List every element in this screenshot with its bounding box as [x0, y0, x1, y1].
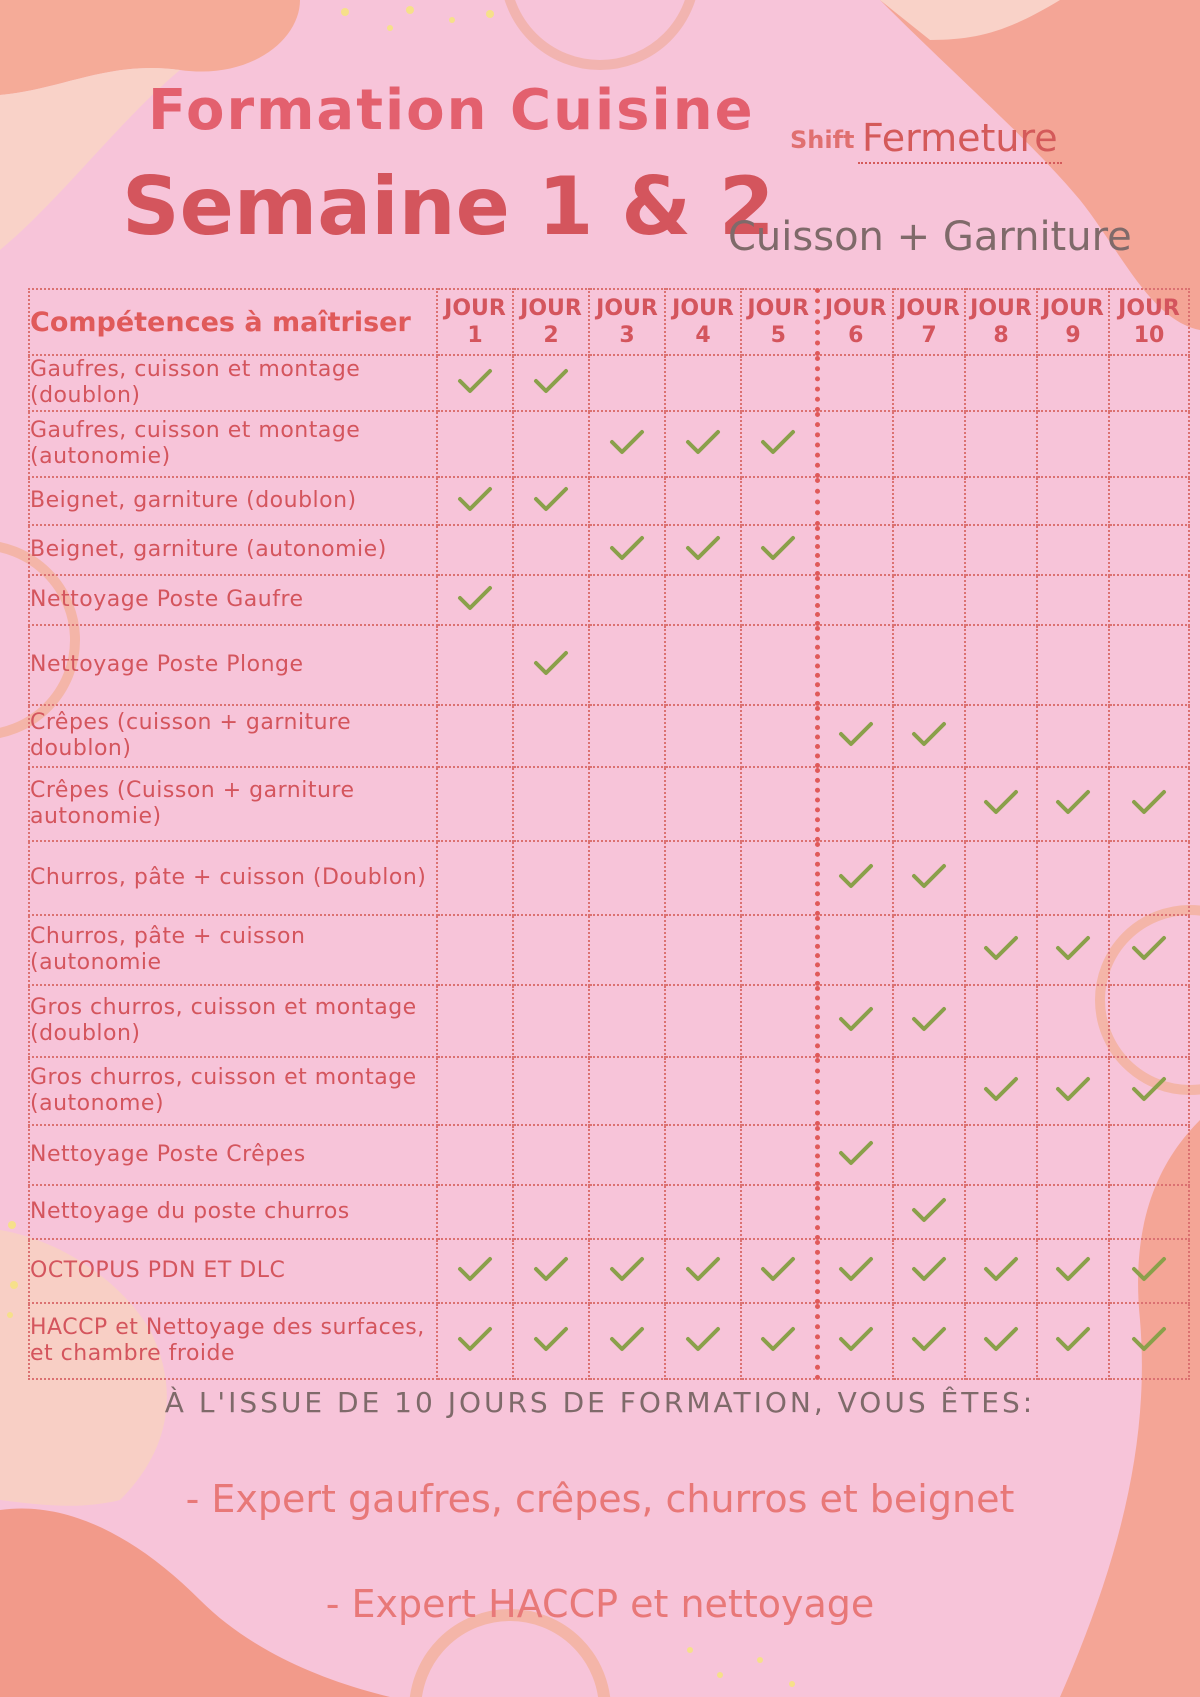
competence-label: Beignet, garniture (doublon) — [29, 477, 437, 525]
day-cell — [665, 525, 741, 575]
checkmark-icon — [1055, 1088, 1091, 1107]
checkmark-icon — [533, 1268, 569, 1287]
day-cell — [817, 1125, 893, 1185]
day-header-2 — [513, 289, 589, 355]
competence-label: Nettoyage du poste churros — [29, 1185, 437, 1239]
day-word: JOUR — [747, 296, 810, 321]
day-cell — [817, 985, 893, 1057]
footer-expert-1: - Expert gaufres, crêpes, churros et beignet — [185, 1477, 1015, 1521]
day-cell — [665, 1185, 741, 1239]
checkmark-icon — [838, 1268, 874, 1287]
checkmark-icon — [685, 1268, 721, 1287]
day-cell — [893, 767, 965, 841]
checkmark-icon — [760, 547, 796, 566]
day-word: JOUR — [444, 296, 506, 321]
day-cell — [437, 841, 513, 915]
day-cell — [665, 411, 741, 477]
checkmark-icon — [685, 1338, 721, 1357]
day-number: 8 — [993, 323, 1009, 348]
table-row — [29, 1303, 1189, 1379]
day-cell — [1037, 575, 1109, 625]
day-cell — [589, 1125, 665, 1185]
table-row — [29, 841, 1189, 915]
day-cell — [589, 355, 665, 411]
table-row — [29, 355, 1189, 411]
day-cell — [1037, 705, 1109, 767]
day-cell — [665, 625, 741, 705]
checkmark-icon — [457, 498, 493, 517]
day-cell — [965, 1185, 1037, 1239]
day-cell — [741, 411, 817, 477]
day-cell — [893, 411, 965, 477]
day-cell — [965, 525, 1037, 575]
day-cell — [437, 1185, 513, 1239]
day-cell — [589, 1185, 665, 1239]
day-cell — [965, 411, 1037, 477]
checkmark-icon — [760, 1338, 796, 1357]
day-number: 3 — [619, 323, 635, 348]
day-cell — [437, 1125, 513, 1185]
day-cell — [741, 625, 817, 705]
day-cell — [665, 477, 741, 525]
checkmark-icon — [983, 1268, 1019, 1287]
table-row — [29, 625, 1189, 705]
checkmark-icon — [760, 1268, 796, 1287]
day-cell — [741, 705, 817, 767]
day-cell — [1037, 625, 1109, 705]
checkmark-icon — [1131, 947, 1167, 966]
day-cell — [817, 625, 893, 705]
day-cell — [893, 1125, 965, 1185]
day-cell — [741, 1239, 817, 1303]
table-row — [29, 1125, 1189, 1185]
competence-label: Nettoyage Poste Plonge — [29, 625, 437, 705]
day-cell — [817, 767, 893, 841]
table-row — [29, 1185, 1189, 1239]
day-word: JOUR — [672, 296, 734, 321]
day-cell — [513, 575, 589, 625]
day-cell — [965, 1125, 1037, 1185]
checkmark-icon — [983, 1088, 1019, 1107]
day-cell — [965, 1057, 1037, 1125]
day-cell — [741, 915, 817, 985]
day-cell — [741, 1303, 817, 1379]
day-cell — [1037, 1239, 1109, 1303]
day-cell — [1037, 1303, 1109, 1379]
shift-label: Shift — [790, 126, 855, 154]
day-cell — [741, 1125, 817, 1185]
day-cell — [1109, 1239, 1189, 1303]
day-cell — [1109, 841, 1189, 915]
day-cell — [741, 575, 817, 625]
checkmark-icon — [838, 733, 874, 752]
checkmark-icon — [685, 547, 721, 566]
checkmark-icon — [838, 1018, 874, 1037]
day-cell — [437, 525, 513, 575]
day-cell — [589, 575, 665, 625]
day-cell — [1109, 915, 1189, 985]
day-header-7 — [893, 289, 965, 355]
day-cell — [893, 625, 965, 705]
day-number: 1 — [467, 323, 483, 348]
day-cell — [741, 355, 817, 411]
day-cell — [893, 915, 965, 985]
day-cell — [817, 1185, 893, 1239]
checkmark-icon — [911, 1268, 947, 1287]
day-cell — [665, 841, 741, 915]
day-cell — [589, 1303, 665, 1379]
day-word: JOUR — [1118, 296, 1180, 321]
day-cell — [1109, 985, 1189, 1057]
day-cell — [1037, 1125, 1109, 1185]
day-cell — [437, 355, 513, 411]
competence-label: Beignet, garniture (autonomie) — [29, 525, 437, 575]
day-cell — [1037, 1057, 1109, 1125]
table-row — [29, 525, 1189, 575]
checkmark-icon — [457, 597, 493, 616]
day-cell — [893, 705, 965, 767]
table-row — [29, 477, 1189, 525]
day-cell — [1037, 355, 1109, 411]
day-cell — [1037, 985, 1109, 1057]
table-row — [29, 915, 1189, 985]
day-cell — [893, 1239, 965, 1303]
day-cell — [893, 477, 965, 525]
day-number: 6 — [848, 323, 864, 348]
checkmark-icon — [457, 380, 493, 399]
day-header-10 — [1109, 289, 1189, 355]
checkmark-icon — [911, 875, 947, 894]
day-cell — [893, 525, 965, 575]
day-number: 4 — [695, 323, 711, 348]
day-cell — [817, 915, 893, 985]
day-cell — [1037, 767, 1109, 841]
checkmark-icon — [983, 1338, 1019, 1357]
checkmark-icon — [609, 441, 645, 460]
day-cell — [589, 705, 665, 767]
day-cell — [665, 915, 741, 985]
day-cell — [965, 915, 1037, 985]
competence-label: HACCP et Nettoyage des surfaces, et chambre froide — [29, 1303, 437, 1379]
checkmark-icon — [1131, 1088, 1167, 1107]
day-cell — [893, 1185, 965, 1239]
day-word: JOUR — [898, 296, 960, 321]
table-row — [29, 767, 1189, 841]
day-cell — [437, 575, 513, 625]
day-cell — [437, 625, 513, 705]
day-cell — [1109, 1057, 1189, 1125]
day-cell — [1037, 477, 1109, 525]
day-word: JOUR — [970, 296, 1032, 321]
day-cell — [589, 985, 665, 1057]
day-cell — [665, 1239, 741, 1303]
day-cell — [589, 1057, 665, 1125]
table-row — [29, 705, 1189, 767]
checkmark-icon — [609, 1268, 645, 1287]
day-cell — [1037, 915, 1109, 985]
checkmark-icon — [838, 1152, 874, 1171]
day-cell — [893, 1303, 965, 1379]
table-row — [29, 411, 1189, 477]
competence-label: Nettoyage Poste Gaufre — [29, 575, 437, 625]
checkmark-icon — [1055, 801, 1091, 820]
checkmark-icon — [457, 1268, 493, 1287]
title-formation: Formation Cuisine — [148, 78, 755, 143]
day-cell — [513, 1239, 589, 1303]
day-header-5 — [741, 289, 817, 355]
checkmark-icon — [533, 662, 569, 681]
day-cell — [665, 1125, 741, 1185]
footer-intro: À L'ISSUE DE 10 JOURS DE FORMATION, VOUS ÊTES: — [164, 1386, 1036, 1419]
day-cell — [665, 355, 741, 411]
checkmark-icon — [838, 875, 874, 894]
competence-label: Gros churros, cuisson et montage (doublon) — [29, 985, 437, 1057]
day-cell — [1037, 1185, 1109, 1239]
day-cell — [513, 705, 589, 767]
competence-table — [28, 288, 1190, 1380]
checkmark-icon — [760, 441, 796, 460]
footer-expert-2: - Expert HACCP et nettoyage — [325, 1582, 875, 1626]
checkmark-icon — [533, 380, 569, 399]
day-header-1 — [437, 289, 513, 355]
day-cell — [589, 625, 665, 705]
day-word: JOUR — [520, 296, 582, 321]
day-cell — [965, 355, 1037, 411]
day-cell — [817, 1239, 893, 1303]
checkmark-icon — [838, 1338, 874, 1357]
day-cell — [817, 355, 893, 411]
checkmark-icon — [911, 1338, 947, 1357]
day-cell — [1109, 477, 1189, 525]
competence-label: Gaufres, cuisson et montage (doublon) — [29, 355, 437, 411]
day-cell — [513, 1303, 589, 1379]
day-cell — [665, 575, 741, 625]
day-cell — [741, 767, 817, 841]
day-cell — [665, 1303, 741, 1379]
day-cell — [665, 767, 741, 841]
day-cell — [817, 411, 893, 477]
day-header-3 — [589, 289, 665, 355]
day-cell — [513, 841, 589, 915]
day-cell — [589, 525, 665, 575]
day-cell — [1109, 625, 1189, 705]
day-cell — [437, 477, 513, 525]
day-cell — [817, 477, 893, 525]
day-cell — [817, 525, 893, 575]
day-cell — [741, 985, 817, 1057]
table-row — [29, 575, 1189, 625]
day-header-8 — [965, 289, 1037, 355]
shift-value: Fermeture — [858, 116, 1062, 164]
day-cell — [665, 1057, 741, 1125]
checkmark-icon — [911, 1018, 947, 1037]
day-cell — [1037, 411, 1109, 477]
day-cell — [665, 705, 741, 767]
day-word: JOUR — [824, 296, 887, 321]
table-row — [29, 1057, 1189, 1125]
competence-label: Churros, pâte + cuisson (autonomie — [29, 915, 437, 985]
day-cell — [513, 477, 589, 525]
checkmark-icon — [533, 1338, 569, 1357]
day-cell — [513, 985, 589, 1057]
day-cell — [437, 705, 513, 767]
checkmark-icon — [1055, 1268, 1091, 1287]
day-cell — [1037, 841, 1109, 915]
day-cell — [893, 1057, 965, 1125]
day-cell — [741, 525, 817, 575]
day-cell — [1037, 525, 1109, 575]
checkmark-icon — [1055, 1338, 1091, 1357]
day-cell — [965, 985, 1037, 1057]
day-cell — [1109, 525, 1189, 575]
day-cell — [513, 625, 589, 705]
day-cell — [437, 1303, 513, 1379]
day-cell — [965, 1239, 1037, 1303]
day-cell — [817, 705, 893, 767]
checkmark-icon — [533, 498, 569, 517]
day-cell — [817, 575, 893, 625]
day-cell — [1109, 767, 1189, 841]
day-cell — [817, 1303, 893, 1379]
day-cell — [437, 985, 513, 1057]
day-cell — [965, 625, 1037, 705]
checkmark-icon — [609, 547, 645, 566]
day-cell — [893, 355, 965, 411]
checkmark-icon — [1131, 1268, 1167, 1287]
checkmark-icon — [1055, 947, 1091, 966]
competence-label: Gros churros, cuisson et montage (autonome) — [29, 1057, 437, 1125]
day-cell — [437, 1239, 513, 1303]
checkmark-icon — [1131, 801, 1167, 820]
day-word: JOUR — [1042, 296, 1104, 321]
day-cell — [965, 575, 1037, 625]
day-cell — [965, 477, 1037, 525]
table-row — [29, 1239, 1189, 1303]
day-cell — [893, 985, 965, 1057]
day-cell — [589, 767, 665, 841]
checkmark-icon — [1131, 1338, 1167, 1357]
competence-label: Crêpes (Cuisson + garniture autonomie) — [29, 767, 437, 841]
competence-header: Compétences à maîtriser — [29, 289, 437, 355]
day-cell — [665, 985, 741, 1057]
day-cell — [513, 1125, 589, 1185]
day-cell — [1109, 705, 1189, 767]
competence-label: Churros, pâte + cuisson (Doublon) — [29, 841, 437, 915]
day-cell — [589, 411, 665, 477]
competence-label: Crêpes (cuisson + garniture doublon) — [29, 705, 437, 767]
day-cell — [1109, 411, 1189, 477]
day-cell — [513, 355, 589, 411]
day-cell — [513, 915, 589, 985]
day-number: 10 — [1133, 323, 1165, 348]
day-cell — [741, 477, 817, 525]
day-cell — [513, 411, 589, 477]
day-cell — [893, 575, 965, 625]
day-number: 9 — [1065, 323, 1081, 348]
day-cell — [513, 1185, 589, 1239]
day-cell — [589, 1239, 665, 1303]
day-cell — [589, 915, 665, 985]
day-number: 2 — [543, 323, 559, 348]
checkmark-icon — [911, 1209, 947, 1228]
day-cell — [817, 1057, 893, 1125]
day-cell — [1109, 1303, 1189, 1379]
day-cell — [965, 841, 1037, 915]
checkmark-icon — [983, 947, 1019, 966]
day-word: JOUR — [596, 296, 658, 321]
checkmark-icon — [983, 801, 1019, 820]
day-cell — [741, 1185, 817, 1239]
day-cell — [1109, 575, 1189, 625]
checkmark-icon — [685, 441, 721, 460]
day-cell — [437, 1057, 513, 1125]
day-cell — [589, 841, 665, 915]
day-cell — [437, 767, 513, 841]
table-row — [29, 985, 1189, 1057]
day-cell — [817, 841, 893, 915]
day-number: 7 — [921, 323, 937, 348]
day-cell — [1109, 1185, 1189, 1239]
title-semaine: Semaine 1 & 2 — [122, 160, 775, 253]
day-number: 5 — [770, 323, 786, 348]
day-cell — [965, 1303, 1037, 1379]
day-cell — [513, 1057, 589, 1125]
checkmark-icon — [609, 1338, 645, 1357]
day-cell — [893, 841, 965, 915]
day-cell — [513, 767, 589, 841]
competence-label: OCTOPUS PDN ET DLC — [29, 1239, 437, 1303]
competence-label: Nettoyage Poste Crêpes — [29, 1125, 437, 1185]
day-cell — [1109, 355, 1189, 411]
day-cell — [741, 1057, 817, 1125]
day-cell — [965, 705, 1037, 767]
day-cell — [437, 915, 513, 985]
day-cell — [965, 767, 1037, 841]
day-header-6 — [817, 289, 893, 355]
competence-label: Gaufres, cuisson et montage (autonomie) — [29, 411, 437, 477]
day-cell — [513, 525, 589, 575]
day-cell — [741, 841, 817, 915]
subtitle: Cuisson + Garniture — [728, 214, 1132, 260]
checkmark-icon — [911, 733, 947, 752]
day-cell — [589, 477, 665, 525]
checkmark-icon — [457, 1338, 493, 1357]
day-header-4 — [665, 289, 741, 355]
day-cell — [437, 411, 513, 477]
day-header-9 — [1037, 289, 1109, 355]
day-cell — [1109, 1125, 1189, 1185]
